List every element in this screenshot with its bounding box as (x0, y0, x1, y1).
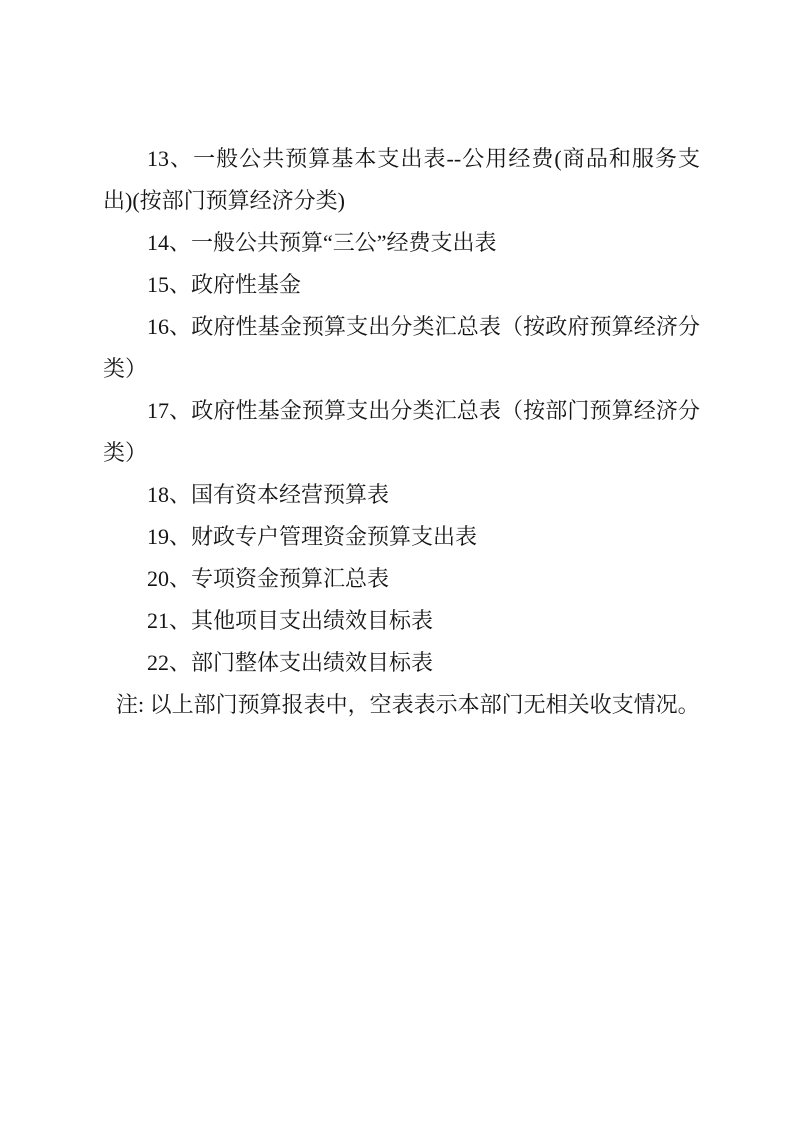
list-item-17: 17、政府性基金预算支出分类汇总表（按部门预算经济分类） (103, 398, 700, 465)
list-item-21: 21、其他项目支出绩效目标表 (147, 608, 434, 633)
list-item-22: 22、部门整体支出绩效目标表 (147, 650, 434, 675)
list-item-18: 18、国有资本经营预算表 (147, 482, 390, 507)
list-item-16: 16、政府性基金预算支出分类汇总表（按政府预算经济分类） (103, 314, 700, 381)
list-item-20: 20、专项资金预算汇总表 (147, 566, 390, 591)
list-item-15: 15、政府性基金 (147, 272, 302, 297)
list-item-19: 19、财政专户管理资金预算支出表 (147, 524, 478, 549)
list-item-13: 13、一般公共预算基本支出表--公用经费(商品和服务支出)(按部门预算经济分类) (103, 146, 700, 213)
list-item-14: 14、一般公共预算“三公”经费支出表 (147, 230, 497, 255)
note-line: 注: 以上部门预算报表中，空表表示本部门无相关收支情况。 (116, 692, 700, 717)
